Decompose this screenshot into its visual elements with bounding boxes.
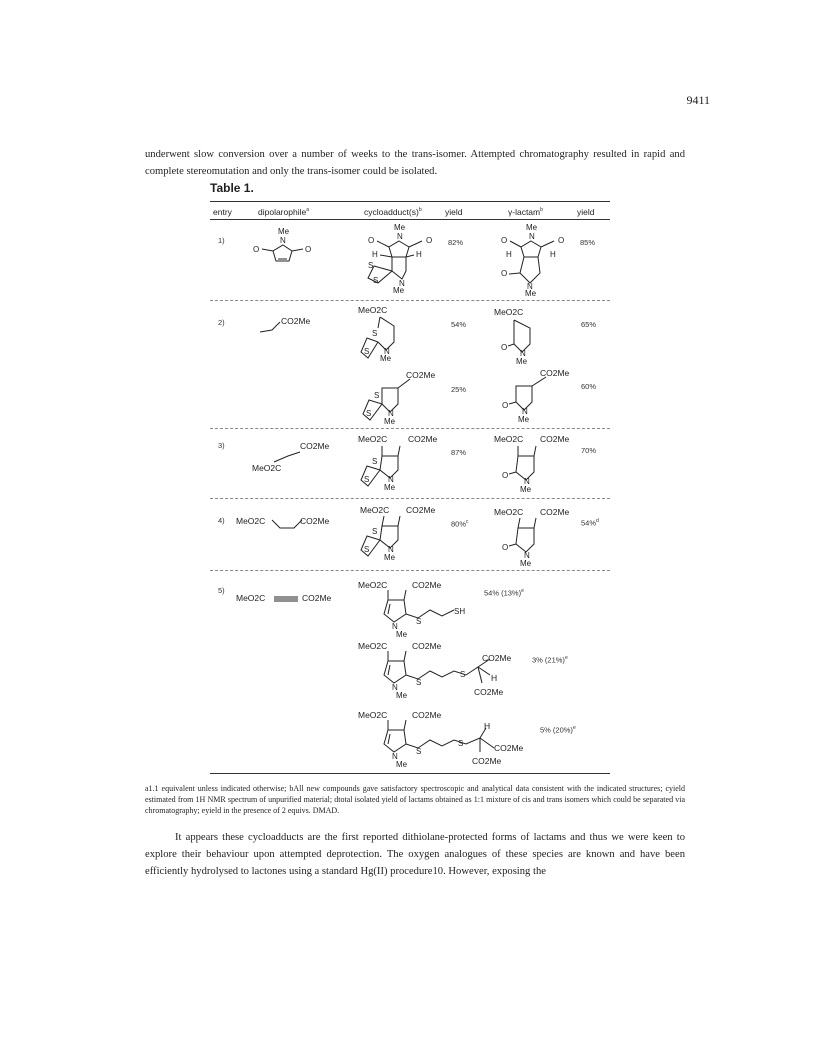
- row-5b-product-label-right: CO2Me: [412, 641, 442, 651]
- row-3-cycloadduct-yield: 87%: [451, 448, 467, 457]
- body-text: It appears these cycloadducts are the first reported dithiolane-protected forms of lactams and thus we were keen to explore their behaviour upon attempted deprotection. The oxygen analogues of these species are known and have been efficiently hydrolysed to lactones using a standard Hg(II) procedure10. However, exposing the: [145, 832, 685, 877]
- row-2b-lactam-structure: [496, 374, 556, 428]
- table-footnote: a1.1 equivalent unless indicated otherwise; bAll new compounds gave satisfactory spectroscopic and analytical data consistent with the indicated structures; cyield estimated from 1H NMR spectrum of unpurified material; dtotal isolated yield of lactams obtained as 1:1 mixture of cis and trans isomers which could be separated via chromatography; eyield in the presence of 2 equivs. DMAD.: [145, 784, 685, 815]
- svg-text:S: S: [372, 457, 378, 466]
- svg-text:S: S: [364, 475, 370, 484]
- row-4-cycloadduct-label-right: CO2Me: [406, 505, 436, 515]
- svg-text:O: O: [253, 245, 260, 254]
- row-3-lactam-structure: [496, 444, 556, 494]
- row-4-cycloadduct-label-left: MeO2C: [360, 505, 390, 515]
- svg-text:H: H: [506, 250, 512, 259]
- svg-text:S: S: [372, 527, 378, 536]
- svg-text:Me: Me: [520, 485, 532, 494]
- row-1-lactam-yield: 85%: [580, 238, 596, 247]
- row-5c-h: H: [484, 721, 491, 731]
- svg-text:Me: Me: [384, 483, 396, 492]
- svg-text:N: N: [524, 477, 530, 486]
- header-dipolarophile: dipolarophile$^a$: [258, 207, 309, 217]
- svg-text:N: N: [388, 409, 394, 418]
- row-1-cycloadduct-structure: [358, 223, 438, 296]
- svg-text:O: O: [501, 269, 508, 278]
- svg-text:Me: Me: [384, 417, 396, 426]
- svg-text:O: O: [501, 343, 508, 352]
- svg-text:Me: Me: [278, 227, 290, 236]
- row-1-entry: 1): [218, 236, 225, 245]
- row-5b-h: H: [491, 673, 498, 683]
- svg-text:Me: Me: [396, 691, 408, 700]
- svg-text:N: N: [399, 279, 405, 288]
- svg-text:N: N: [280, 236, 286, 245]
- svg-text:Me: Me: [384, 553, 396, 562]
- row-divider: [210, 570, 610, 571]
- svg-text:S: S: [364, 347, 370, 356]
- row-3-cycloadduct-label-left: MeO2C: [358, 434, 388, 444]
- row-3-entry: 3): [218, 441, 225, 450]
- row-3-lactam-label-left: MeO2C: [494, 434, 524, 444]
- svg-text:Me: Me: [393, 286, 405, 295]
- row-5c-product-label-right: CO2Me: [412, 710, 442, 720]
- row-1-dipolarophile-structure: [250, 227, 320, 270]
- row-2-dipolarophile-label: CO2Me: [281, 316, 311, 326]
- row-1-cycloadduct-yield: 82%: [448, 238, 464, 247]
- svg-text:Me: Me: [516, 357, 528, 366]
- row-2a-cycloadduct-label: MeO2C: [358, 305, 388, 315]
- svg-text:Me: Me: [396, 630, 408, 639]
- row-5-dipolarophile-right: CO2Me: [302, 593, 332, 603]
- svg-text:S: S: [460, 670, 466, 679]
- svg-text:N: N: [527, 282, 533, 291]
- header-yield-1: yield: [445, 207, 463, 217]
- row-5b-co2me-top: CO2Me: [482, 653, 512, 663]
- row-5c-co2me-right: CO2Me: [494, 743, 524, 753]
- header-entry: entry: [213, 207, 232, 217]
- row-2b-cycloadduct-yield: 25%: [451, 385, 467, 394]
- row-3-lactam-yield: 70%: [581, 446, 597, 455]
- row-5-dipolarophile-triple-bond: [272, 594, 300, 604]
- row-2a-lactam-label: MeO2C: [494, 307, 524, 317]
- svg-text:H: H: [416, 250, 422, 259]
- row-5a-product-label-right: CO2Me: [412, 580, 442, 590]
- svg-text:S: S: [372, 329, 378, 338]
- row-4-dipolarophile-right: CO2Me: [300, 516, 330, 526]
- row-3-dipolarophile-bottom: MeO2C: [252, 463, 282, 473]
- row-2b-cycloadduct-structure: [360, 376, 420, 428]
- svg-text:O: O: [502, 471, 509, 480]
- svg-text:O: O: [501, 236, 508, 245]
- svg-text:N: N: [392, 622, 398, 631]
- row-1-lactam-structure: [496, 223, 576, 298]
- row-5-dipolarophile-left: MeO2C: [236, 593, 266, 603]
- svg-text:S: S: [366, 409, 372, 418]
- row-4-lactam-label-right: CO2Me: [540, 507, 570, 517]
- row-5b-product-yield: 3% $(21\%)^e$: [532, 655, 568, 665]
- row-4-entry: 4): [218, 516, 225, 525]
- row-3-cycloadduct-structure: [358, 444, 418, 492]
- svg-text:N: N: [384, 347, 390, 356]
- row-5c-product-label-left: MeO2C: [358, 710, 388, 720]
- svg-text:S: S: [373, 276, 379, 285]
- svg-text:N: N: [524, 551, 530, 560]
- svg-text:N: N: [388, 475, 394, 484]
- svg-text:H: H: [550, 250, 556, 259]
- row-3-lactam-label-right: CO2Me: [540, 434, 570, 444]
- row-2a-lactam-structure: [496, 316, 556, 370]
- svg-text:N: N: [397, 232, 403, 241]
- table-header-rule: [210, 219, 610, 220]
- row-5b-product-label-left: MeO2C: [358, 641, 388, 651]
- row-4-lactam-structure: [496, 516, 556, 568]
- row-5a-product-label-left: MeO2C: [358, 580, 388, 590]
- row-3-dipolarophile-top: CO2Me: [300, 441, 330, 451]
- svg-text:S: S: [416, 747, 422, 756]
- page-number: 9411: [686, 93, 710, 107]
- row-4-lactam-yield: 54%$^d$: [581, 518, 599, 528]
- row-5a-pyrrole-structure: [382, 588, 492, 638]
- svg-text:N: N: [520, 349, 526, 358]
- row-4-cycloadduct-yield: 80%$^c$: [451, 519, 469, 529]
- svg-text:Me: Me: [394, 223, 406, 232]
- svg-text:Me: Me: [526, 223, 538, 232]
- intro-paragraph: underwent slow conversion over a number of weeks to the trans-isomer. Attempted chromatography resulted in rapid and complete stereomutation and only the trans-isomer could be isolated.: [145, 149, 685, 177]
- svg-text:SH: SH: [454, 607, 466, 616]
- svg-text:H: H: [372, 250, 378, 259]
- header-lactam: γ-lactam$^b$: [508, 207, 543, 217]
- row-divider: [210, 428, 610, 429]
- svg-text:Me: Me: [525, 289, 537, 298]
- row-2a-cycloadduct-yield: 54%: [451, 320, 467, 329]
- header-cycloadduct: $cycloadduct(s)^b$: [364, 207, 422, 217]
- body-paragraph: [145, 829, 685, 880]
- row-5b-co2me-bottom: CO2Me: [474, 687, 504, 697]
- table-title: Table 1.: [210, 181, 254, 195]
- row-5-entry: 5): [218, 586, 225, 595]
- row-3-cycloadduct-label-right: CO2Me: [408, 434, 438, 444]
- row-5c-product-yield: 5% $(20\%)^e$: [540, 725, 576, 735]
- header-yield-2: yield: [577, 207, 595, 217]
- table-top-rule: [210, 201, 610, 202]
- svg-text:S: S: [368, 261, 374, 270]
- svg-text:O: O: [368, 236, 375, 245]
- svg-text:N: N: [522, 407, 528, 416]
- row-2-entry: 2): [218, 318, 225, 327]
- svg-text:O: O: [502, 401, 509, 410]
- row-4-cycloadduct-structure: [358, 514, 418, 562]
- row-divider: [210, 300, 610, 301]
- svg-text:Me: Me: [520, 559, 532, 568]
- svg-text:Me: Me: [518, 415, 530, 424]
- row-4-dipolarophile-bond: [270, 516, 304, 534]
- svg-text:N: N: [388, 545, 394, 554]
- row-divider: [210, 498, 610, 499]
- row-2b-lactam-label: CO2Me: [540, 368, 570, 378]
- row-4-lactam-label-left: MeO2C: [494, 507, 524, 517]
- svg-text:S: S: [458, 739, 464, 748]
- svg-text:N: N: [529, 232, 535, 241]
- row-5c-co2me-bottom: CO2Me: [472, 756, 502, 766]
- svg-text:S: S: [374, 391, 380, 400]
- svg-text:O: O: [426, 236, 433, 245]
- row-4-dipolarophile-left: MeO2C: [236, 516, 266, 526]
- table-bottom-rule: [210, 773, 610, 774]
- svg-text:Me: Me: [396, 760, 408, 769]
- svg-text:S: S: [364, 545, 370, 554]
- row-2b-cycloadduct-label: CO2Me: [406, 370, 436, 380]
- svg-text:S: S: [416, 678, 422, 687]
- svg-text:N: N: [392, 683, 398, 692]
- row-2a-cycloadduct-structure: [358, 314, 418, 366]
- svg-text:O: O: [558, 236, 565, 245]
- svg-text:N: N: [392, 752, 398, 761]
- row-5a-product-yield: 54% $(13\%)^e$: [484, 588, 524, 598]
- svg-text:S: S: [416, 617, 422, 626]
- svg-text:O: O: [502, 543, 509, 552]
- row-2a-lactam-yield: 65%: [581, 320, 597, 329]
- svg-text:O: O: [305, 245, 312, 254]
- row-2b-lactam-yield: 60%: [581, 382, 597, 391]
- svg-text:Me: Me: [380, 354, 392, 363]
